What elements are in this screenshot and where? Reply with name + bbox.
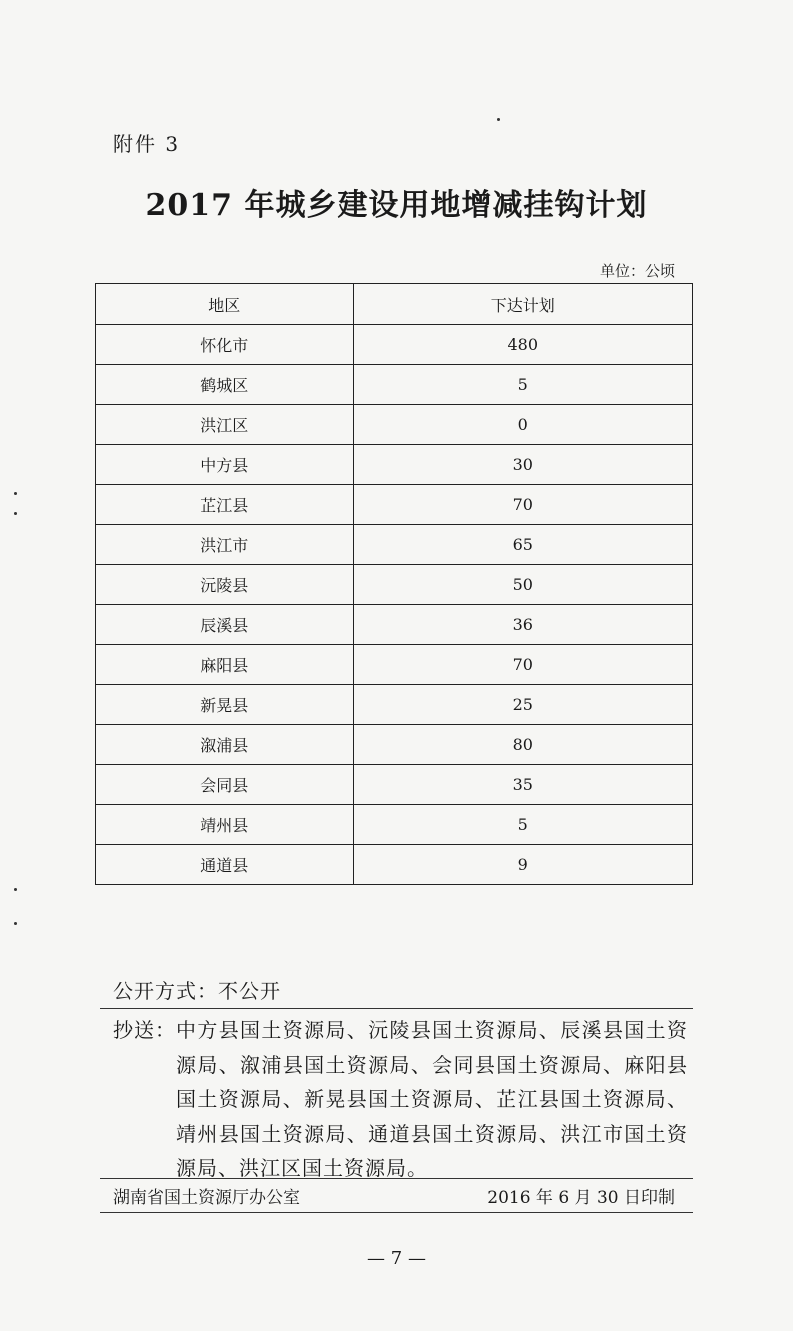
region-cell: 溆浦县 — [96, 725, 354, 765]
plan-cell: 0 — [353, 405, 692, 445]
plan-cell: 9 — [353, 845, 692, 885]
table-row — [96, 445, 693, 485]
region-cell: 通道县 — [96, 845, 354, 885]
cc-block — [113, 1013, 688, 1186]
region-cell: 沅陵县 — [96, 565, 354, 605]
table-row — [96, 645, 693, 685]
scan-speck — [14, 922, 17, 925]
print-date: 2016 年 6 月 30 日印制 — [487, 1188, 675, 1208]
region-cell: 怀化市 — [96, 325, 354, 365]
plan-cell: 50 — [353, 565, 692, 605]
divider-middle — [100, 1178, 693, 1179]
table-row — [96, 405, 693, 445]
table-row — [96, 685, 693, 725]
region-cell: 洪江市 — [96, 525, 354, 565]
scan-speck — [14, 888, 17, 891]
region-cell: 洪江区 — [96, 405, 354, 445]
cc-label: 抄送： — [113, 1018, 176, 1042]
plan-cell: 70 — [353, 485, 692, 525]
plan-table — [95, 283, 693, 885]
region-cell: 中方县 — [96, 445, 354, 485]
table-row — [96, 325, 693, 365]
scan-speck — [14, 512, 17, 515]
table-header-row — [96, 284, 693, 325]
table-row — [96, 565, 693, 605]
issuer-line — [113, 1183, 675, 1208]
scan-speck — [14, 492, 17, 495]
disclosure-line — [113, 975, 281, 1004]
region-cell: 会同县 — [96, 765, 354, 805]
region-cell: 新晃县 — [96, 685, 354, 725]
plan-cell: 5 — [353, 805, 692, 845]
column-header-plan: 下达计划 — [353, 284, 692, 325]
plan-cell: 30 — [353, 445, 692, 485]
plan-cell: 36 — [353, 605, 692, 645]
divider-bottom — [100, 1212, 693, 1213]
plan-cell: 65 — [353, 525, 692, 565]
issuer-name: 湖南省国土资源厅办公室 — [113, 1188, 300, 1208]
table-row — [96, 765, 693, 805]
divider-top — [100, 1008, 693, 1009]
page-title: 2017 年城乡建设用地增减挂钩计划 — [145, 188, 648, 223]
table-row — [96, 725, 693, 765]
plan-cell: 480 — [353, 325, 692, 365]
plan-cell: 5 — [353, 365, 692, 405]
unit-label: 单位：公顷 — [599, 262, 675, 280]
plan-cell: 80 — [353, 725, 692, 765]
column-header-region: 地区 — [96, 284, 354, 325]
region-cell: 鹤城区 — [96, 365, 354, 405]
table-row — [96, 485, 693, 525]
region-cell: 靖州县 — [96, 805, 354, 845]
attachment-label: 附件 3 — [113, 132, 181, 156]
region-cell: 芷江县 — [96, 485, 354, 525]
region-cell: 麻阳县 — [96, 645, 354, 685]
plan-cell: 70 — [353, 645, 692, 685]
region-cell: 辰溪县 — [96, 605, 354, 645]
page-number: — 7 — — [367, 1248, 426, 1269]
scan-speck — [497, 118, 500, 121]
table-row — [96, 365, 693, 405]
plan-cell: 35 — [353, 765, 692, 805]
plan-cell: 25 — [353, 685, 692, 725]
cc-recipients: 中方县国土资源局、沅陵县国土资源局、辰溪县国土资源局、溆浦县国土资源局、会同县国土资源局、麻阳县国土资源局、新晃县国土资源局、芷江县国土资源局、靖州县国土资源局、通道县国土资源局、洪江市国土资源局、洪江区国土资源局。 — [176, 1018, 688, 1180]
table-row — [96, 605, 693, 645]
disclosure-label: 公开方式： — [113, 979, 218, 1003]
disclosure-value: 不公开 — [218, 979, 281, 1003]
table-row — [96, 845, 693, 885]
table-row — [96, 805, 693, 845]
table-row — [96, 525, 693, 565]
